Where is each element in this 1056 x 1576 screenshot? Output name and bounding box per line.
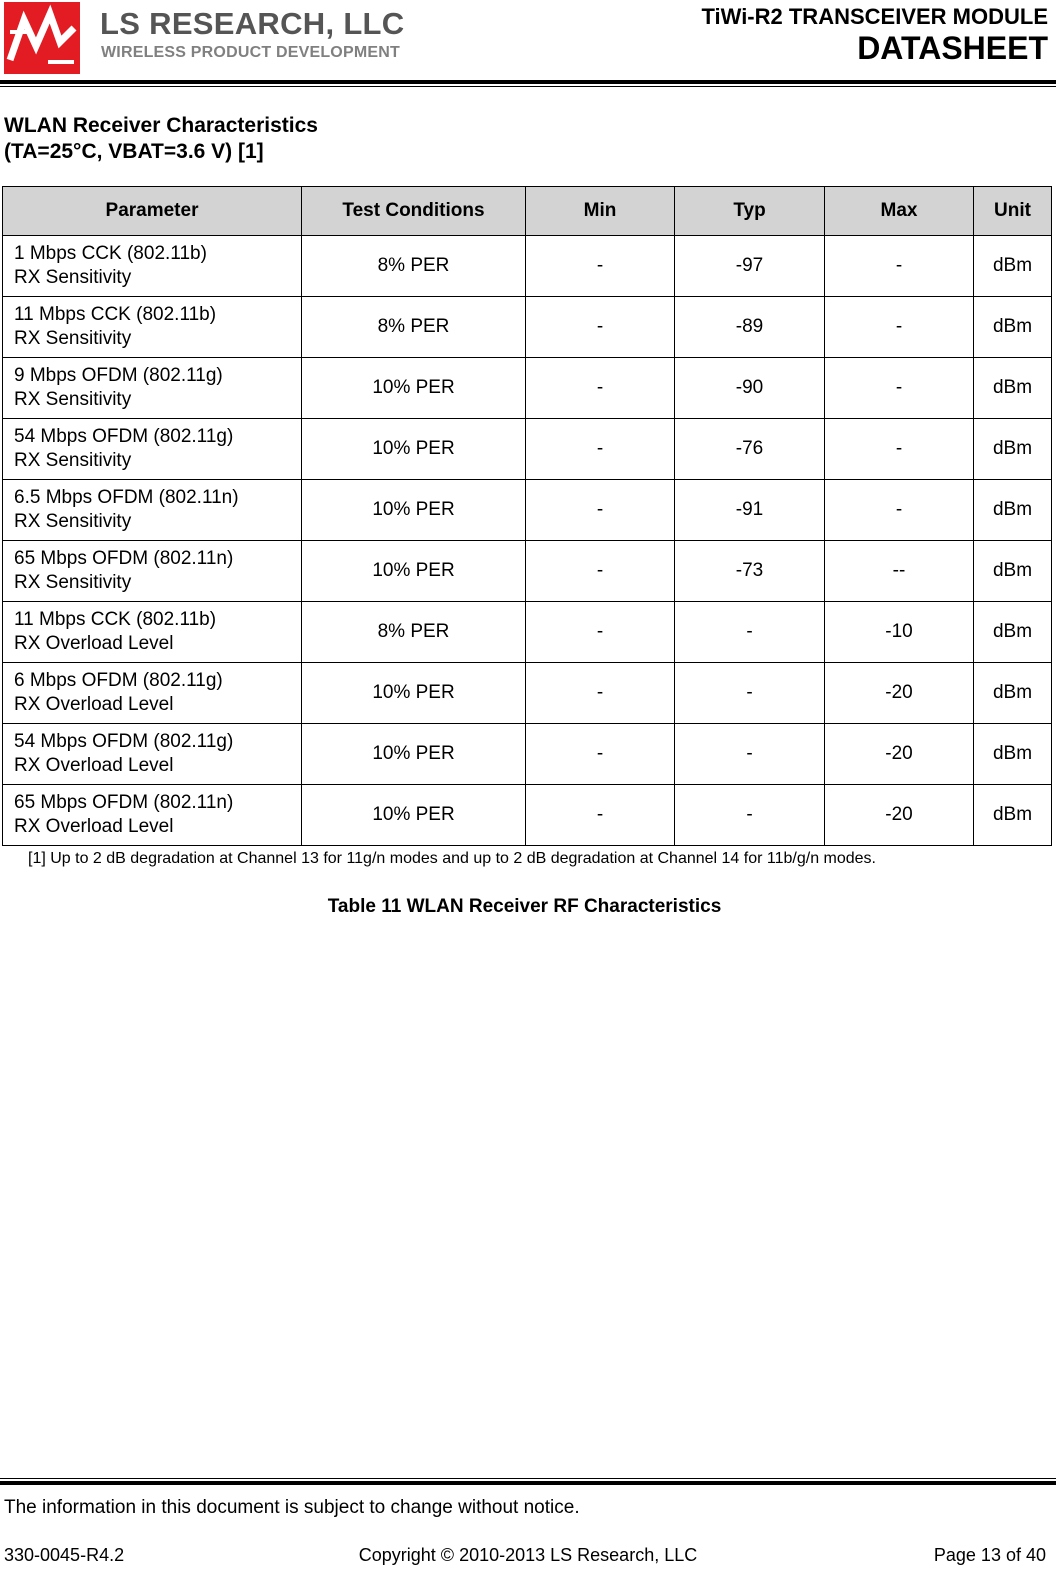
- parameter-type: RX Overload Level: [14, 816, 174, 837]
- header-max: Max: [825, 187, 974, 236]
- parameter-cell: [3, 358, 302, 419]
- min-cell: -: [526, 358, 675, 419]
- parameter-name: 1 Mbps CCK (802.11b): [14, 243, 207, 264]
- copyright: Copyright © 2010-2013 LS Research, LLC: [358, 1545, 698, 1565]
- unit-cell: dBm: [974, 236, 1052, 297]
- typ-cell: -: [675, 663, 825, 724]
- condition-cell: 10% PER: [302, 419, 526, 480]
- parameter-cell: [3, 236, 302, 297]
- max-cell: -: [825, 358, 974, 419]
- max-cell: -10: [825, 602, 974, 663]
- unit-cell: dBm: [974, 663, 1052, 724]
- table-row: [3, 480, 1052, 541]
- document-title-module: TiWi-R2 TRANSCEIVER MODULE: [701, 4, 1048, 29]
- parameter-name: 11 Mbps CCK (802.11b): [14, 609, 217, 630]
- unit-cell: dBm: [974, 541, 1052, 602]
- footer-rule-thin: [0, 1478, 1056, 1479]
- unit-cell: dBm: [974, 480, 1052, 541]
- document-id: 330-0045-R4.2: [4, 1545, 125, 1565]
- parameter-type: RX Overload Level: [14, 755, 174, 776]
- parameter-cell: [3, 785, 302, 846]
- parameter-type: RX Sensitivity: [14, 328, 132, 349]
- parameter-cell: [3, 419, 302, 480]
- header-parameter: Parameter: [3, 187, 302, 236]
- header-typ: Typ: [675, 187, 825, 236]
- min-cell: -: [526, 785, 675, 846]
- parameter-type: RX Sensitivity: [14, 389, 132, 410]
- table-row: [3, 541, 1052, 602]
- condition-cell: 8% PER: [302, 602, 526, 663]
- min-cell: -: [526, 663, 675, 724]
- parameter-type: RX Sensitivity: [14, 450, 132, 471]
- max-cell: -: [825, 419, 974, 480]
- typ-cell: -97: [675, 236, 825, 297]
- typ-cell: -: [675, 785, 825, 846]
- min-cell: -: [526, 480, 675, 541]
- condition-cell: 8% PER: [302, 297, 526, 358]
- min-cell: -: [526, 297, 675, 358]
- section-title-line1: WLAN Receiver Characteristics: [4, 114, 318, 137]
- parameter-name: 6 Mbps OFDM (802.11g): [14, 670, 223, 691]
- min-cell: -: [526, 236, 675, 297]
- parameter-name: 54 Mbps OFDM (802.11g): [14, 731, 234, 752]
- table-footnote: [1] Up to 2 dB degradation at Channel 13 for 11g/n modes and up to 2 dB degradation at Channel 14 for 11b/g/n modes.: [28, 850, 876, 867]
- ls-research-logo-icon: [4, 2, 80, 74]
- table-row: [3, 297, 1052, 358]
- parameter-type: RX Sensitivity: [14, 572, 132, 593]
- header-min: Min: [526, 187, 675, 236]
- table-row: [3, 724, 1052, 785]
- unit-cell: dBm: [974, 358, 1052, 419]
- parameter-name: 54 Mbps OFDM (802.11g): [14, 426, 234, 447]
- footer-notice: The information in this document is subject to change without notice.: [4, 1497, 580, 1518]
- parameter-name: 65 Mbps OFDM (802.11n): [14, 548, 234, 569]
- min-cell: -: [526, 419, 675, 480]
- page-header: [0, 0, 1056, 90]
- typ-cell: -: [675, 724, 825, 785]
- parameter-type: RX Sensitivity: [14, 511, 132, 532]
- company-tagline: WIRELESS PRODUCT DEVELOPMENT: [101, 44, 400, 61]
- max-cell: -: [825, 236, 974, 297]
- page-number: Page 13 of 40: [933, 1545, 1046, 1565]
- parameter-name: 65 Mbps OFDM (802.11n): [14, 792, 234, 813]
- table-row: [3, 358, 1052, 419]
- condition-cell: 8% PER: [302, 236, 526, 297]
- table-row: [3, 419, 1052, 480]
- parameter-name: 11 Mbps CCK (802.11b): [14, 304, 217, 325]
- table-row: [3, 236, 1052, 297]
- header-unit: Unit: [974, 187, 1052, 236]
- section-title-line2: (TA=25°C, VBAT=3.6 V) [1]: [4, 140, 264, 163]
- parameter-type: RX Sensitivity: [14, 267, 132, 288]
- parameter-cell: [3, 602, 302, 663]
- unit-cell: dBm: [974, 419, 1052, 480]
- header-test-conditions: Test Conditions: [302, 187, 526, 236]
- table-row: [3, 785, 1052, 846]
- parameter-cell: [3, 663, 302, 724]
- typ-cell: -90: [675, 358, 825, 419]
- unit-cell: dBm: [974, 297, 1052, 358]
- max-cell: -20: [825, 724, 974, 785]
- parameter-name: 6.5 Mbps OFDM (802.11n): [14, 487, 239, 508]
- condition-cell: 10% PER: [302, 358, 526, 419]
- table-row: [3, 663, 1052, 724]
- condition-cell: 10% PER: [302, 724, 526, 785]
- max-cell: --: [825, 541, 974, 602]
- max-cell: -20: [825, 785, 974, 846]
- condition-cell: 10% PER: [302, 663, 526, 724]
- min-cell: -: [526, 541, 675, 602]
- parameter-cell: [3, 724, 302, 785]
- header-rule-thick: [0, 80, 1056, 84]
- unit-cell: dBm: [974, 602, 1052, 663]
- unit-cell: dBm: [974, 724, 1052, 785]
- section-title: [4, 113, 318, 165]
- typ-cell: -: [675, 602, 825, 663]
- condition-cell: 10% PER: [302, 785, 526, 846]
- table-row: [3, 602, 1052, 663]
- parameter-name: 9 Mbps OFDM (802.11g): [14, 365, 223, 386]
- parameter-cell: [3, 480, 302, 541]
- max-cell: -: [825, 480, 974, 541]
- min-cell: -: [526, 602, 675, 663]
- typ-cell: -91: [675, 480, 825, 541]
- company-name: LS RESEARCH, LLC: [100, 6, 405, 41]
- document-title-type: DATASHEET: [857, 30, 1048, 66]
- parameter-cell: [3, 541, 302, 602]
- typ-cell: -76: [675, 419, 825, 480]
- table-header-row: [3, 187, 1052, 236]
- typ-cell: -89: [675, 297, 825, 358]
- header-rule-thin: [0, 86, 1056, 87]
- max-cell: -: [825, 297, 974, 358]
- typ-cell: -73: [675, 541, 825, 602]
- footer-rule-thick: [0, 1481, 1056, 1485]
- document-title: [701, 4, 1048, 66]
- table-caption: Table 11 WLAN Receiver RF Characteristics: [327, 896, 722, 917]
- unit-cell: dBm: [974, 785, 1052, 846]
- wlan-receiver-table: [2, 186, 1052, 846]
- parameter-type: RX Overload Level: [14, 694, 174, 715]
- parameter-type: RX Overload Level: [14, 633, 174, 654]
- parameter-cell: [3, 297, 302, 358]
- min-cell: -: [526, 724, 675, 785]
- condition-cell: 10% PER: [302, 480, 526, 541]
- condition-cell: 10% PER: [302, 541, 526, 602]
- max-cell: -20: [825, 663, 974, 724]
